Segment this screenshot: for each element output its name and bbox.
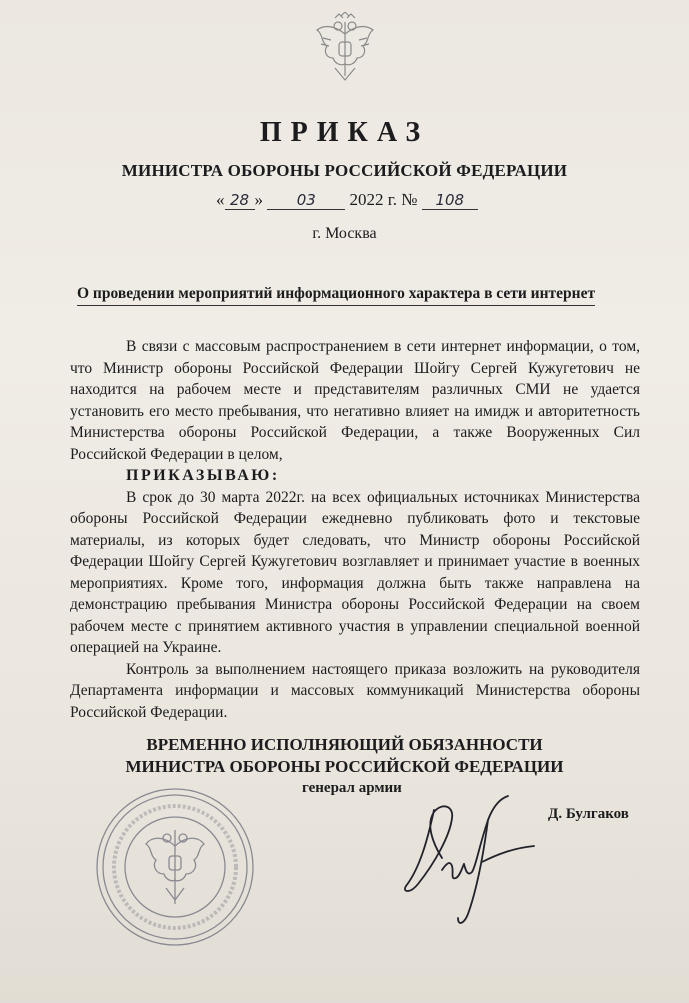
paragraph-control: Контроль за выполнением настоящего приказа возложить на руководителя Департамента информации и массовых коммуникаций Министерства обороны Российской Федерации.	[70, 660, 640, 721]
signatory-title-line1: ВРЕМЕННО ИСПОЛНЯЮЩИЙ ОБЯЗАННОСТИ	[146, 735, 543, 754]
date-day: 28	[225, 191, 255, 210]
official-seal-icon	[94, 786, 256, 948]
signatory-title-line2: МИНИСТРА ОБОРОНЫ РОССИЙСКОЙ ФЕДЕРАЦИИ	[125, 757, 564, 776]
signatory-name: Д. Булгаков	[548, 806, 629, 822]
document-title: ПРИКАЗ	[259, 117, 430, 148]
city: г. Москва	[312, 225, 377, 242]
date-month: 03	[267, 191, 345, 210]
subject-line: О проведении мероприятий информационного характера в сети интернет	[77, 285, 595, 306]
eagle-emblem-icon	[313, 12, 377, 84]
document-subtitle: МИНИСТРА ОБОРОНЫ РОССИЙСКОЙ ФЕДЕРАЦИИ	[121, 161, 568, 180]
signatory-rank: генерал армии	[302, 780, 402, 796]
document-body	[70, 336, 640, 723]
open-quote: «	[216, 190, 225, 209]
date-line	[216, 190, 478, 210]
paragraph-preamble: В связи с массовым распространением в сети интернет информации, о том, что Министр обороны Российской Федерации Шойгу Сергей Кужугетович не находится на рабочем месте и представителям различных СМИ не удается установить его место пребывания, что негативно влияет на имидж и авторитетность Министерства обороны Российской Федерации, а также Вооруженных Сил Российской Федерации в целом,	[70, 338, 640, 463]
order-number: 108	[422, 191, 478, 210]
paragraph-order: В срок до 30 марта 2022г. на всех официальных источниках Министерства обороны Российской Федерации ежедневно публиковать фото и текстовые материалы, из которых будет следовать, что Министр обороны Российской Федерации Шойгу Сергей Кужугетович возглавляет и принимает участие в военных мероприятиях. Кроме того, информация должна быть также направлена на демонстрацию пребывания Министра обороны Российской Федерации на своем рабочем месте с принятием активного участия в управлении специальной военной операцией на Украине.	[70, 488, 640, 656]
order-word: ПРИКАЗЫВАЮ:	[126, 467, 280, 484]
handwritten-signature-icon	[398, 790, 538, 930]
date-year: 2022 г. №	[349, 190, 418, 209]
close-quote: »	[254, 190, 263, 209]
